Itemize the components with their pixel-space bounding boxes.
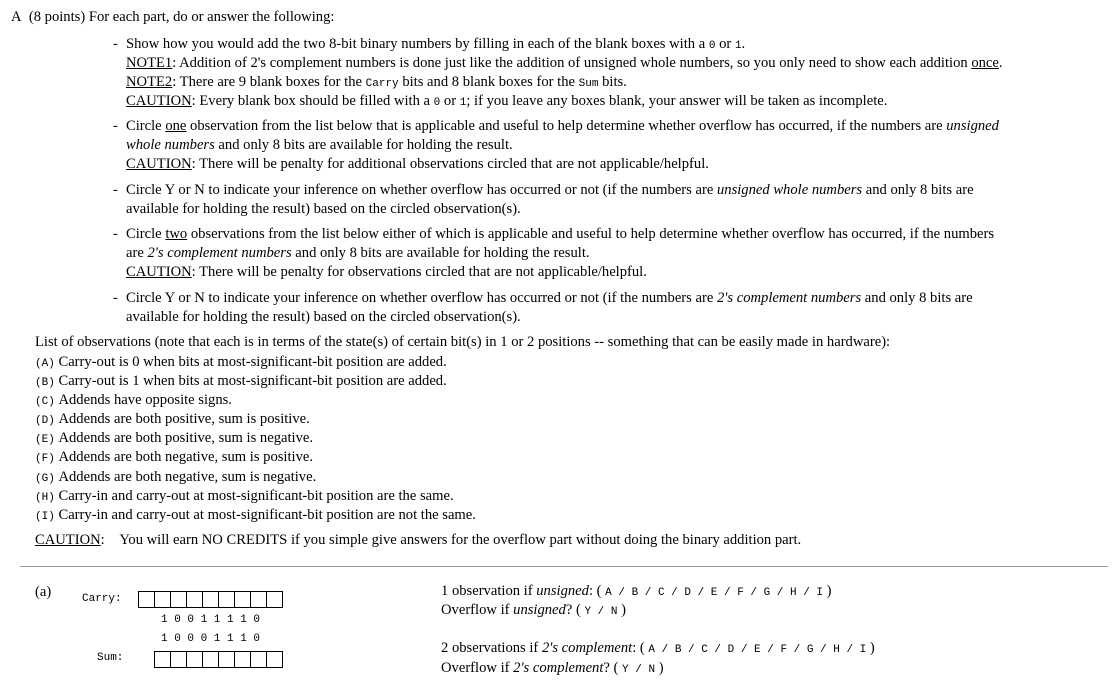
- question-header: [11, 8, 334, 26]
- sum-box[interactable]: [187, 652, 203, 667]
- bullet-dash: -: [113, 226, 118, 242]
- question-label: A: [11, 9, 22, 25]
- sum-label: Sum:: [97, 652, 124, 664]
- sum-box[interactable]: [267, 652, 283, 667]
- observation-item: (E) Addends are both positive, sum is negative.: [35, 430, 314, 446]
- final-caution: CAUTION: You will earn NO CREDITS if you simple give answers for the overflow part without doing the binary addition part.: [35, 532, 802, 548]
- sum-box[interactable]: [203, 652, 219, 667]
- instruction-1-line-1: Show how you would add the two 8-bit binary numbers by filling in each of the blank boxes with a 0 or 1.: [126, 36, 746, 52]
- carry-box[interactable]: [155, 592, 171, 607]
- carry-box[interactable]: [171, 592, 187, 607]
- carry-label: Carry:: [82, 593, 122, 605]
- caution-2: CAUTION: There will be penalty for additional observations circled that are not applicable/helpful.: [126, 156, 709, 172]
- sum-boxes: [154, 651, 283, 668]
- instruction-5-line-1: Circle Y or N to indicate your inference on whether overflow has occurred or not (if the numbers are 2's complement numbers and only 8 bits are: [126, 290, 973, 306]
- question-2s-observation: 2 observations if 2's complement: ( A / B / C / D / E / F / G / H / I ): [441, 640, 875, 656]
- note1: NOTE1: Addition of 2's complement numbers is done just like the addition of unsigned whole numbers, so you only need to show each addition once.: [126, 55, 1003, 71]
- note2: NOTE2: There are 9 blank boxes for the Carry bits and 8 blank boxes for the Sum bits.: [126, 74, 627, 90]
- instruction-5-line-2: available for holding the result) based on the circled observation(s).: [126, 309, 521, 325]
- caution-1: CAUTION: Every blank box should be filled with a 0 or 1; if you leave any boxes blank, your answer will be taken as incomplete.: [126, 93, 888, 109]
- carry-box[interactable]: [267, 592, 283, 607]
- addend-2: 1 0 0 0 1 1 1 0: [161, 633, 261, 645]
- observation-item: (A) Carry-out is 0 when bits at most-significant-bit position are added.: [35, 354, 447, 370]
- carry-box[interactable]: [235, 592, 251, 607]
- instruction-4-line-2: are 2's complement numbers and only 8 bits are available for holding the result.: [126, 245, 590, 261]
- sum-box[interactable]: [219, 652, 235, 667]
- sum-box[interactable]: [171, 652, 187, 667]
- observation-item: (H) Carry-in and carry-out at most-significant-bit position are the same.: [35, 488, 454, 504]
- sum-box[interactable]: [155, 652, 171, 667]
- carry-box[interactable]: [139, 592, 155, 607]
- 2s-observation-options[interactable]: A / B / C / D / E / F / G / H / I: [648, 644, 867, 656]
- observation-item: (C) Addends have opposite signs.: [35, 392, 232, 408]
- question-points: (8 points) For each part, do or answer the following:: [28, 9, 335, 25]
- addend-1: 1 0 0 1 1 1 1 0: [161, 614, 261, 626]
- bullet-dash: -: [113, 118, 118, 134]
- unsigned-overflow-options[interactable]: Y / N: [584, 606, 618, 618]
- observation-item: (G) Addends are both negative, sum is negative.: [35, 469, 317, 485]
- observation-item: (F) Addends are both negative, sum is positive.: [35, 449, 314, 465]
- caution-4: CAUTION: There will be penalty for observations circled that are not applicable/helpful.: [126, 264, 647, 280]
- 2s-overflow-options[interactable]: Y / N: [622, 664, 656, 676]
- question-unsigned-observation: 1 observation if unsigned: ( A / B / C / D / E / F / G / H / I ): [441, 583, 832, 599]
- divider: [20, 566, 1108, 567]
- observation-item: (D) Addends are both positive, sum is positive.: [35, 411, 310, 427]
- bullet-dash: -: [113, 182, 118, 198]
- carry-box[interactable]: [203, 592, 219, 607]
- question-2s-overflow: Overflow if 2's complement? ( Y / N ): [441, 660, 664, 676]
- carry-box[interactable]: [187, 592, 203, 607]
- carry-box[interactable]: [251, 592, 267, 607]
- carry-box[interactable]: [219, 592, 235, 607]
- sum-box[interactable]: [251, 652, 267, 667]
- observation-item: (I) Carry-in and carry-out at most-significant-bit position are not the same.: [35, 507, 476, 523]
- part-a-label: (a): [35, 584, 52, 600]
- bullet-dash: -: [113, 290, 118, 306]
- instruction-3-line-1: Circle Y or N to indicate your inference on whether overflow has occurred or not (if the numbers are unsigned whole numbers and only 8 bits are: [126, 182, 974, 198]
- question-unsigned-overflow: Overflow if unsigned? ( Y / N ): [441, 602, 627, 618]
- carry-boxes: [138, 591, 283, 608]
- observations-intro: List of observations (note that each is in terms of the state(s) of certain bit(s) in 1 or 2 positions -- something that can be easily made in hardware):: [35, 334, 891, 350]
- bullet-dash: -: [113, 36, 118, 52]
- instruction-2-line-1: Circle one observation from the list below that is applicable and useful to help determine whether overflow has occurred, if the numbers are unsigned: [126, 118, 999, 134]
- instruction-3-line-2: available for holding the result) based on the circled observation(s).: [126, 201, 521, 217]
- observation-item: (B) Carry-out is 1 when bits at most-significant-bit position are added.: [35, 373, 447, 389]
- instruction-4-line-1: Circle two observations from the list below either of which is applicable and useful to help determine whether overflow has occurred, if the numbers: [126, 226, 995, 242]
- instruction-2-line-2: whole numbers and only 8 bits are available for holding the result.: [126, 137, 513, 153]
- sum-box[interactable]: [235, 652, 251, 667]
- unsigned-observation-options[interactable]: A / B / C / D / E / F / G / H / I: [605, 587, 824, 599]
